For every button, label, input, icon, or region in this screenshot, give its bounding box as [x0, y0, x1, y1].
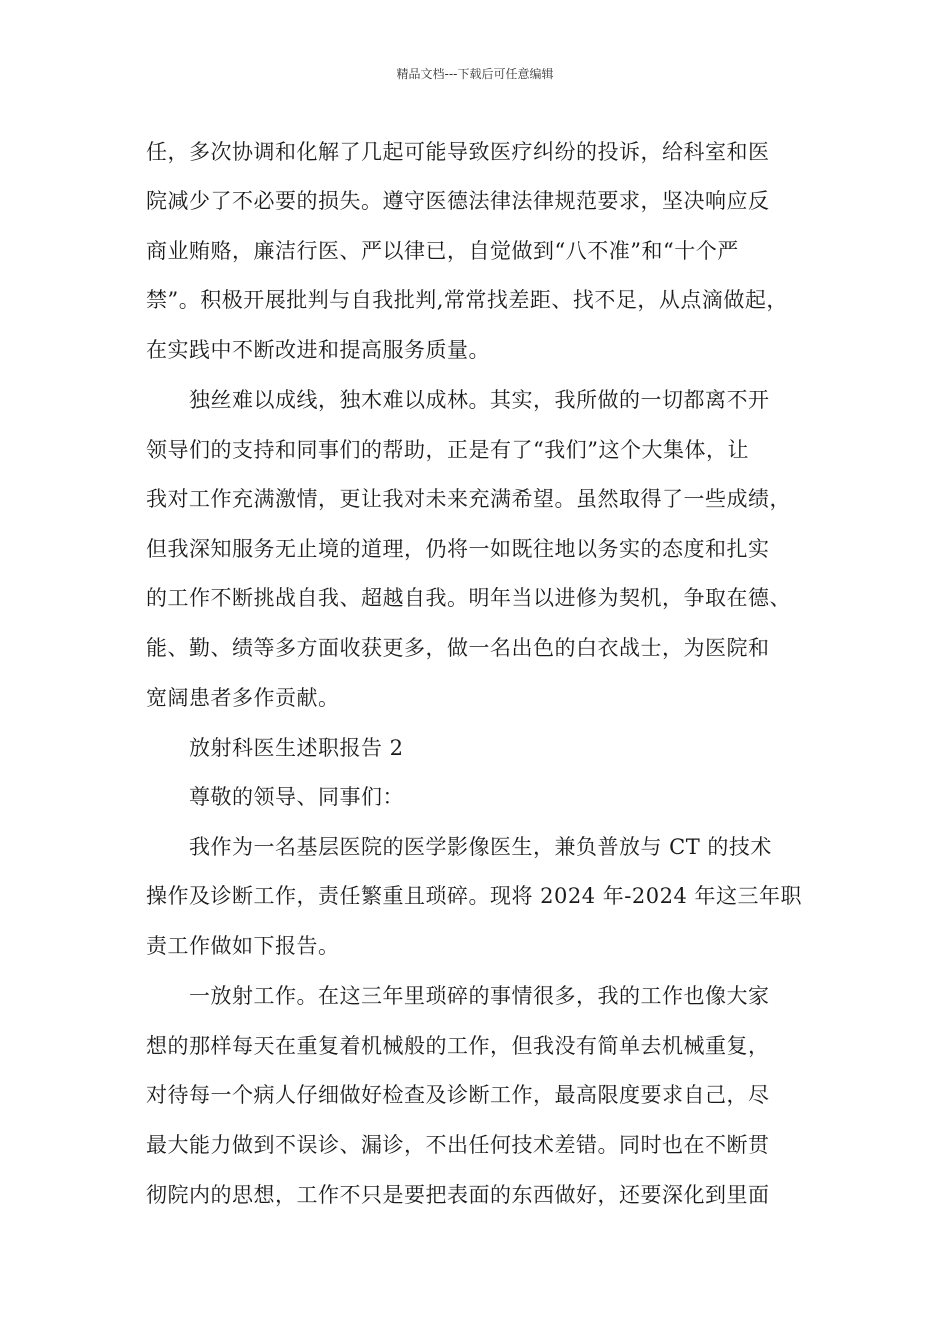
salutation: 尊敬的领导、同事们：	[189, 785, 404, 809]
text-line: 的工作不断挑战自我、超越自我。明年当以进修为契机，争取在德、	[146, 586, 791, 610]
text-line: 对待每一个病人仔细做好检查及诊断工作，最高限度要求自己，尽	[146, 1083, 770, 1107]
text-line: 在实践中不断改进和提高服务质量。	[146, 338, 490, 362]
text-line: 禁”。积极开展批判与自我批判,常常找差距、找不足，从点滴做起，	[146, 288, 788, 312]
text-line: 最大能力做到不误诊、漏诊，不出任何技术差错。同时也在不断贯	[146, 1133, 770, 1157]
text-line: 想的那样每天在重复着机械般的工作，但我没有简单去机械重复，	[146, 1034, 770, 1058]
text-line: 领导们的支持和同事们的帮助，正是有了“我们”这个大集体，让	[146, 438, 749, 462]
text-line: 任，多次协调和化解了几起可能导致医疗纠纷的投诉，给科室和医	[146, 140, 770, 164]
text-line: 独丝难以成线，独木难以成林。其实，我所做的一切都离不开	[189, 388, 770, 412]
text-line: 责工作做如下报告。	[146, 934, 340, 958]
page-header: 精品文档---下载后可任意编辑	[396, 67, 554, 81]
text-line: 商业贿赂，廉洁行医、严以律已，自觉做到“八不准”和“十个严	[146, 239, 739, 263]
text-line: 我作为一名基层医院的医学影像医生，兼负普放与 CT 的技术	[189, 835, 772, 859]
section-title: 放射科医生述职报告 2	[189, 736, 404, 760]
text-line: 能、勤、绩等多方面收获更多，做一名出色的白衣战士，为医院和	[146, 636, 770, 660]
text-line: 彻院内的思想，工作不只是要把表面的东西做好，还要深化到里面	[146, 1183, 770, 1207]
text-line: 操作及诊断工作，责任繁重且琐碎。现将 2024 年-2024 年这三年职	[146, 884, 803, 908]
text-line: 一放射工作。在这三年里琐碎的事情很多，我的工作也像大家	[189, 984, 770, 1008]
text-line: 但我深知服务无止境的道理，仍将一如既往地以务实的态度和扎实	[146, 537, 770, 561]
text-line: 宽阔患者多作贡献。	[146, 686, 340, 710]
text-line: 院减少了不必要的损失。遵守医德法律法律规范要求，坚决响应反	[146, 189, 770, 213]
text-line: 我对工作充满激情，更让我对未来充满希望。虽然取得了一些成绩，	[146, 487, 791, 511]
